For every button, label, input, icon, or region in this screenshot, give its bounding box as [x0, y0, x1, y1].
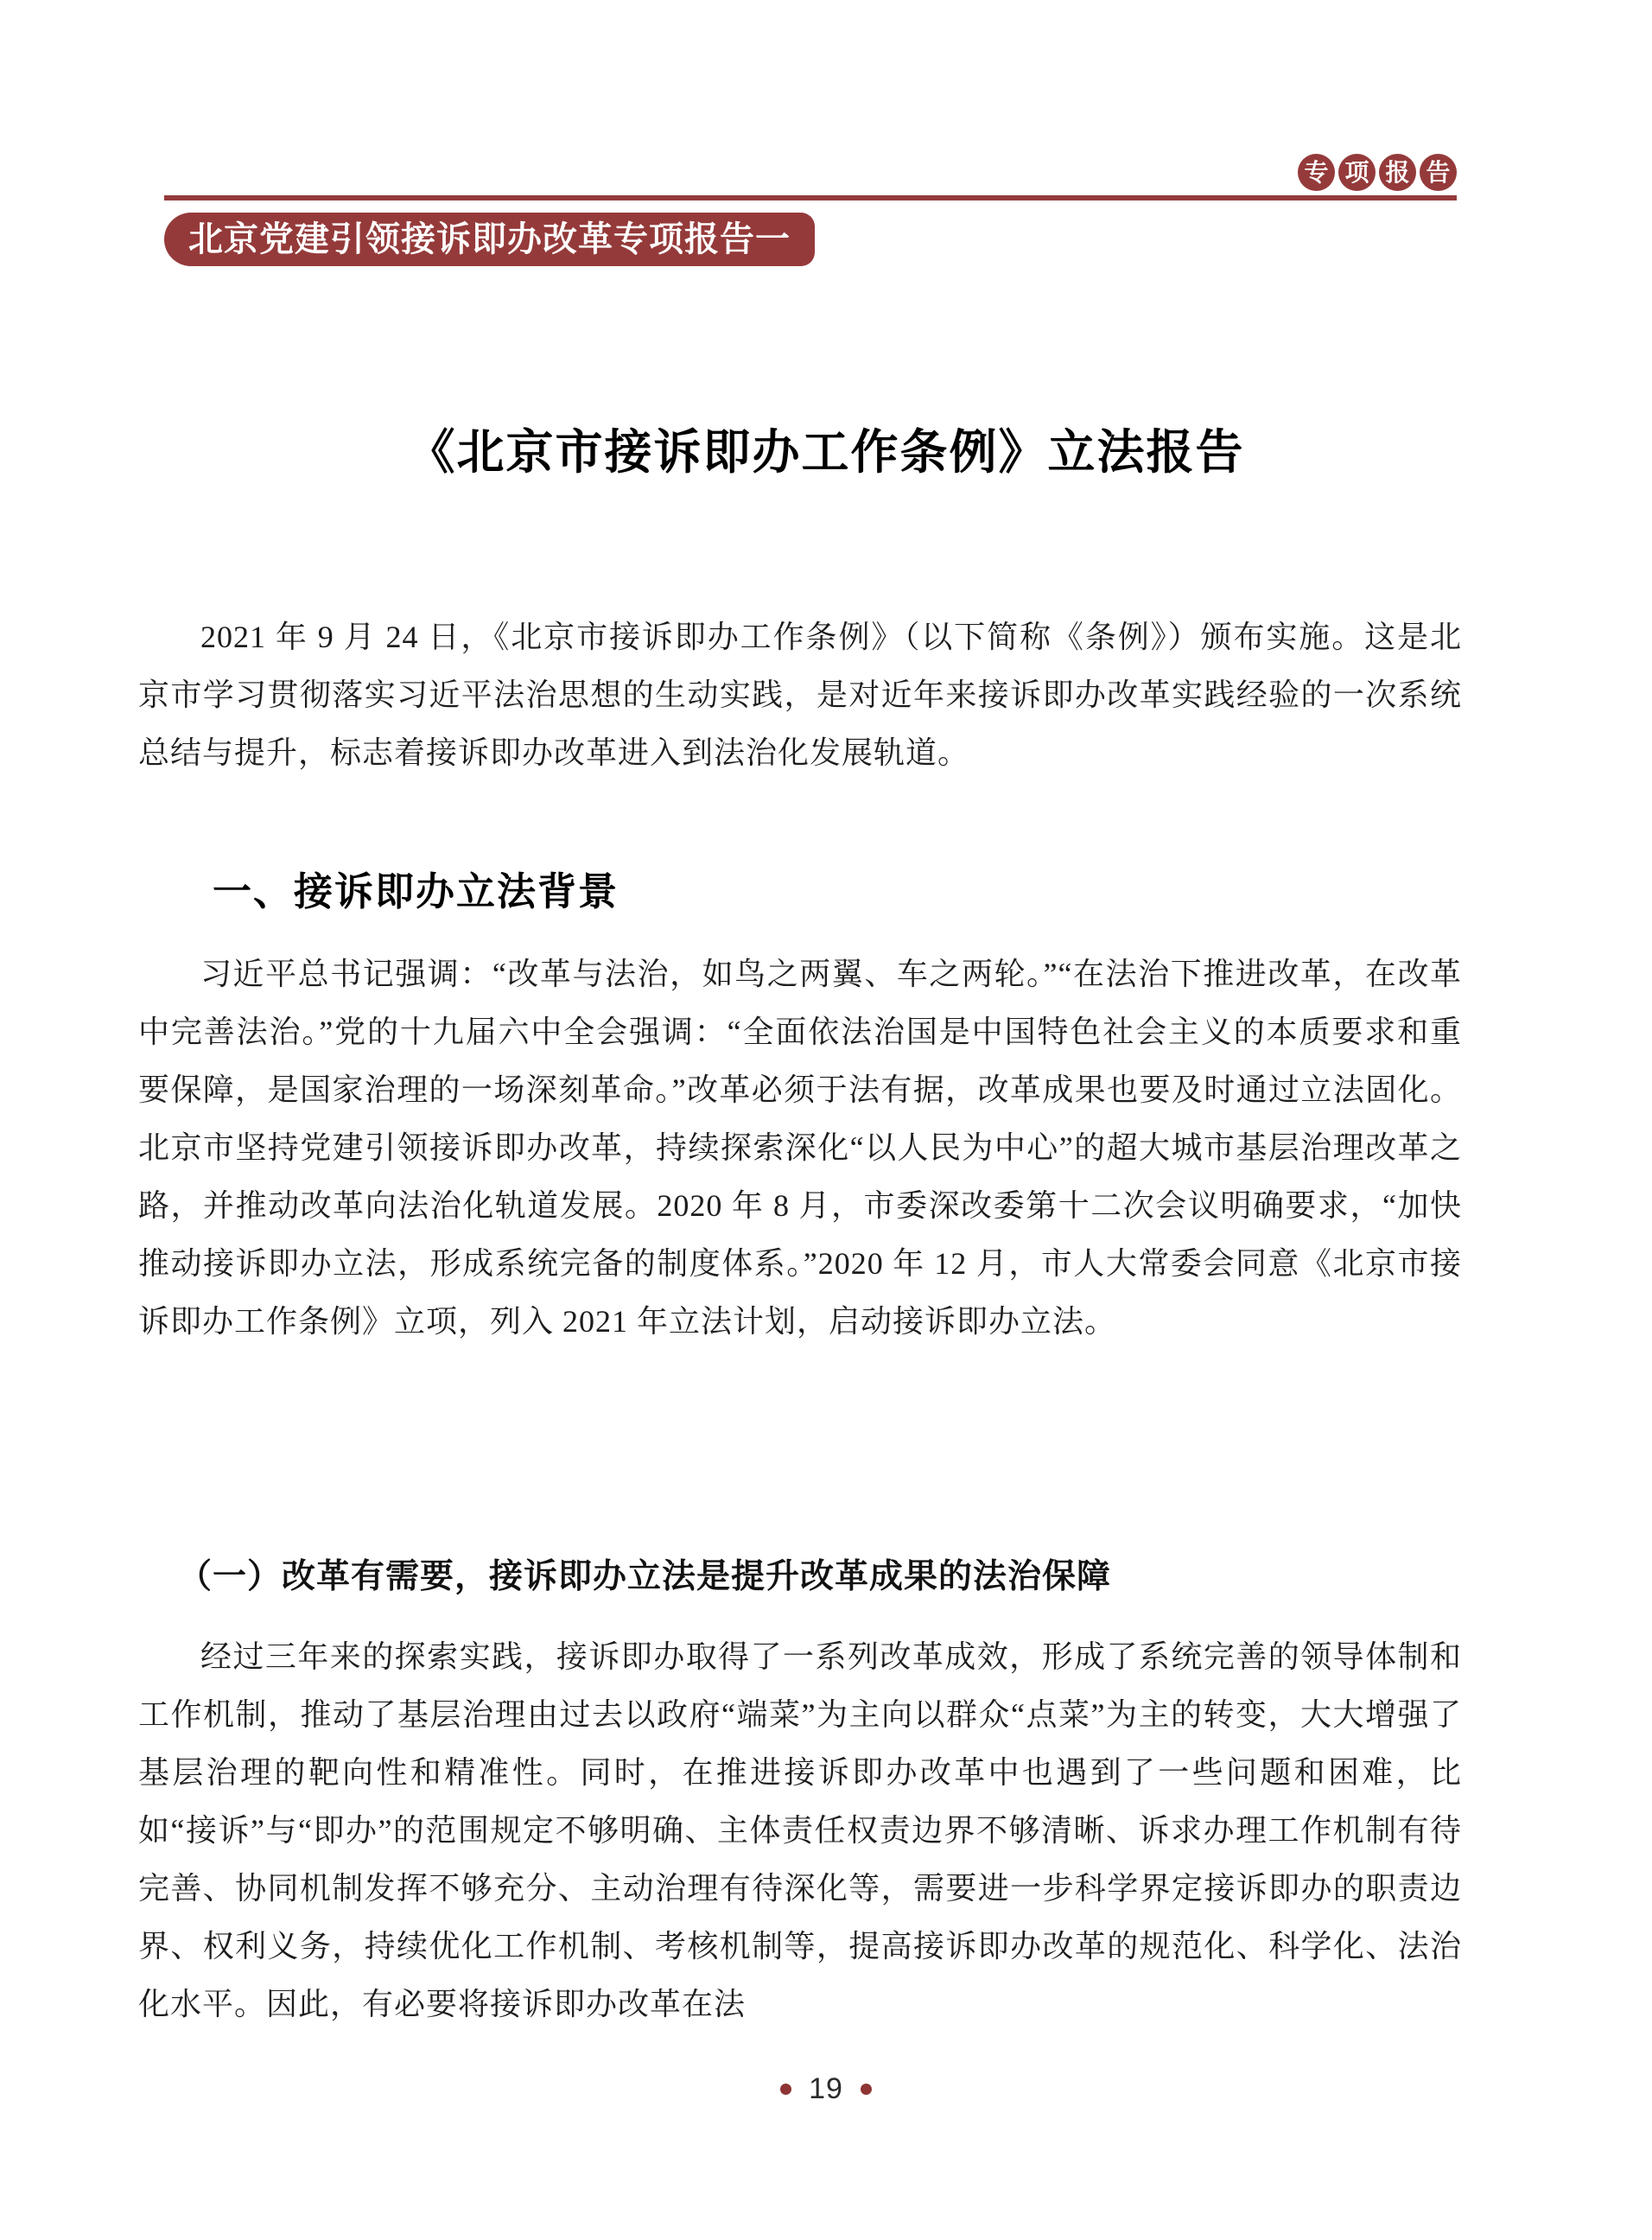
section-1-paragraph: 习近平总书记强调：“改革与法治，如鸟之两翼、车之两轮。”“在法治下推进改革，在改革中完善法治。”党的十九届六中全会强调：“全面依法治国是中国特色社会主义的本质要求和重要保障，是国家治理的一场深刻革命。”改革必须于法有据，改革成果也要及时通过立法固化。北京市坚持党建引领接诉即办改革，持续探索深化“以人民为中心”的超大城市基层治理改革之路，并推动改革向法治化轨道发展。2020 年 8 月，市委深改委第十二次会议明确要求，“加快推动接诉即办立法，形成系统完备的制度体系。”2020 年 12 月，市人大常委会同意《北京市接诉即办工作条例》立项，列入 2021 年立法计划，启动接诉即办立法。	[138, 957, 1462, 1339]
subsection-1-heading: （一）改革有需要，接诉即办立法是提升改革成果的法治保障	[178, 1558, 1112, 1595]
badge-char-circle: 项	[1338, 154, 1376, 191]
page-number-right-dot-icon	[861, 2084, 872, 2095]
special-report-badge	[1298, 154, 1457, 191]
badge-char-circle: 告	[1420, 154, 1457, 191]
page-footer	[0, 2072, 1652, 2106]
page-number-left-dot-icon	[780, 2084, 791, 2095]
header-divider-rule	[164, 195, 1457, 200]
document-title: 《北京市接诉即办工作条例》立法报告	[407, 424, 1245, 479]
report-series-banner: 北京党建引领接诉即办改革专项报告一	[164, 213, 815, 266]
page-number: 19	[809, 2072, 843, 2105]
section-1-heading: 一、接诉即办立法背景	[213, 869, 620, 914]
intro-paragraph: 2021 年 9 月 24 日，《北京市接诉即办工作条例》（以下简称《条例》）颁布实施。这是北京市学习贯彻落实习近平法治思想的生动实践，是对近年来接诉即办改革实践经验的一次系统总结与提升，标志着接诉即办改革进入到法治化发展轨道。	[138, 620, 1462, 770]
subsection-1-paragraph: 经过三年来的探索实践，接诉即办取得了一系列改革成效，形成了系统完善的领导体制和工作机制，推动了基层治理由过去以政府“端菜”为主向以群众“点菜”为主的转变，大大增强了基层治理的靶向性和精准性。同时，在推进接诉即办改革中也遇到了一些问题和困难，比如“接诉”与“即办”的范围规定不够明确、主体责任权责边界不够清晰、诉求办理工作机制有待完善、协同机制发挥不够充分、主动治理有待深化等，需要进一步科学界定接诉即办的职责边界、权利义务，持续优化工作机制、考核机制等，提高接诉即办改革的规范化、科学化、法治化水平。因此，有必要将接诉即办改革在法	[138, 1639, 1462, 2021]
badge-char-circle: 报	[1379, 154, 1416, 191]
badge-char-circle: 专	[1298, 154, 1335, 191]
